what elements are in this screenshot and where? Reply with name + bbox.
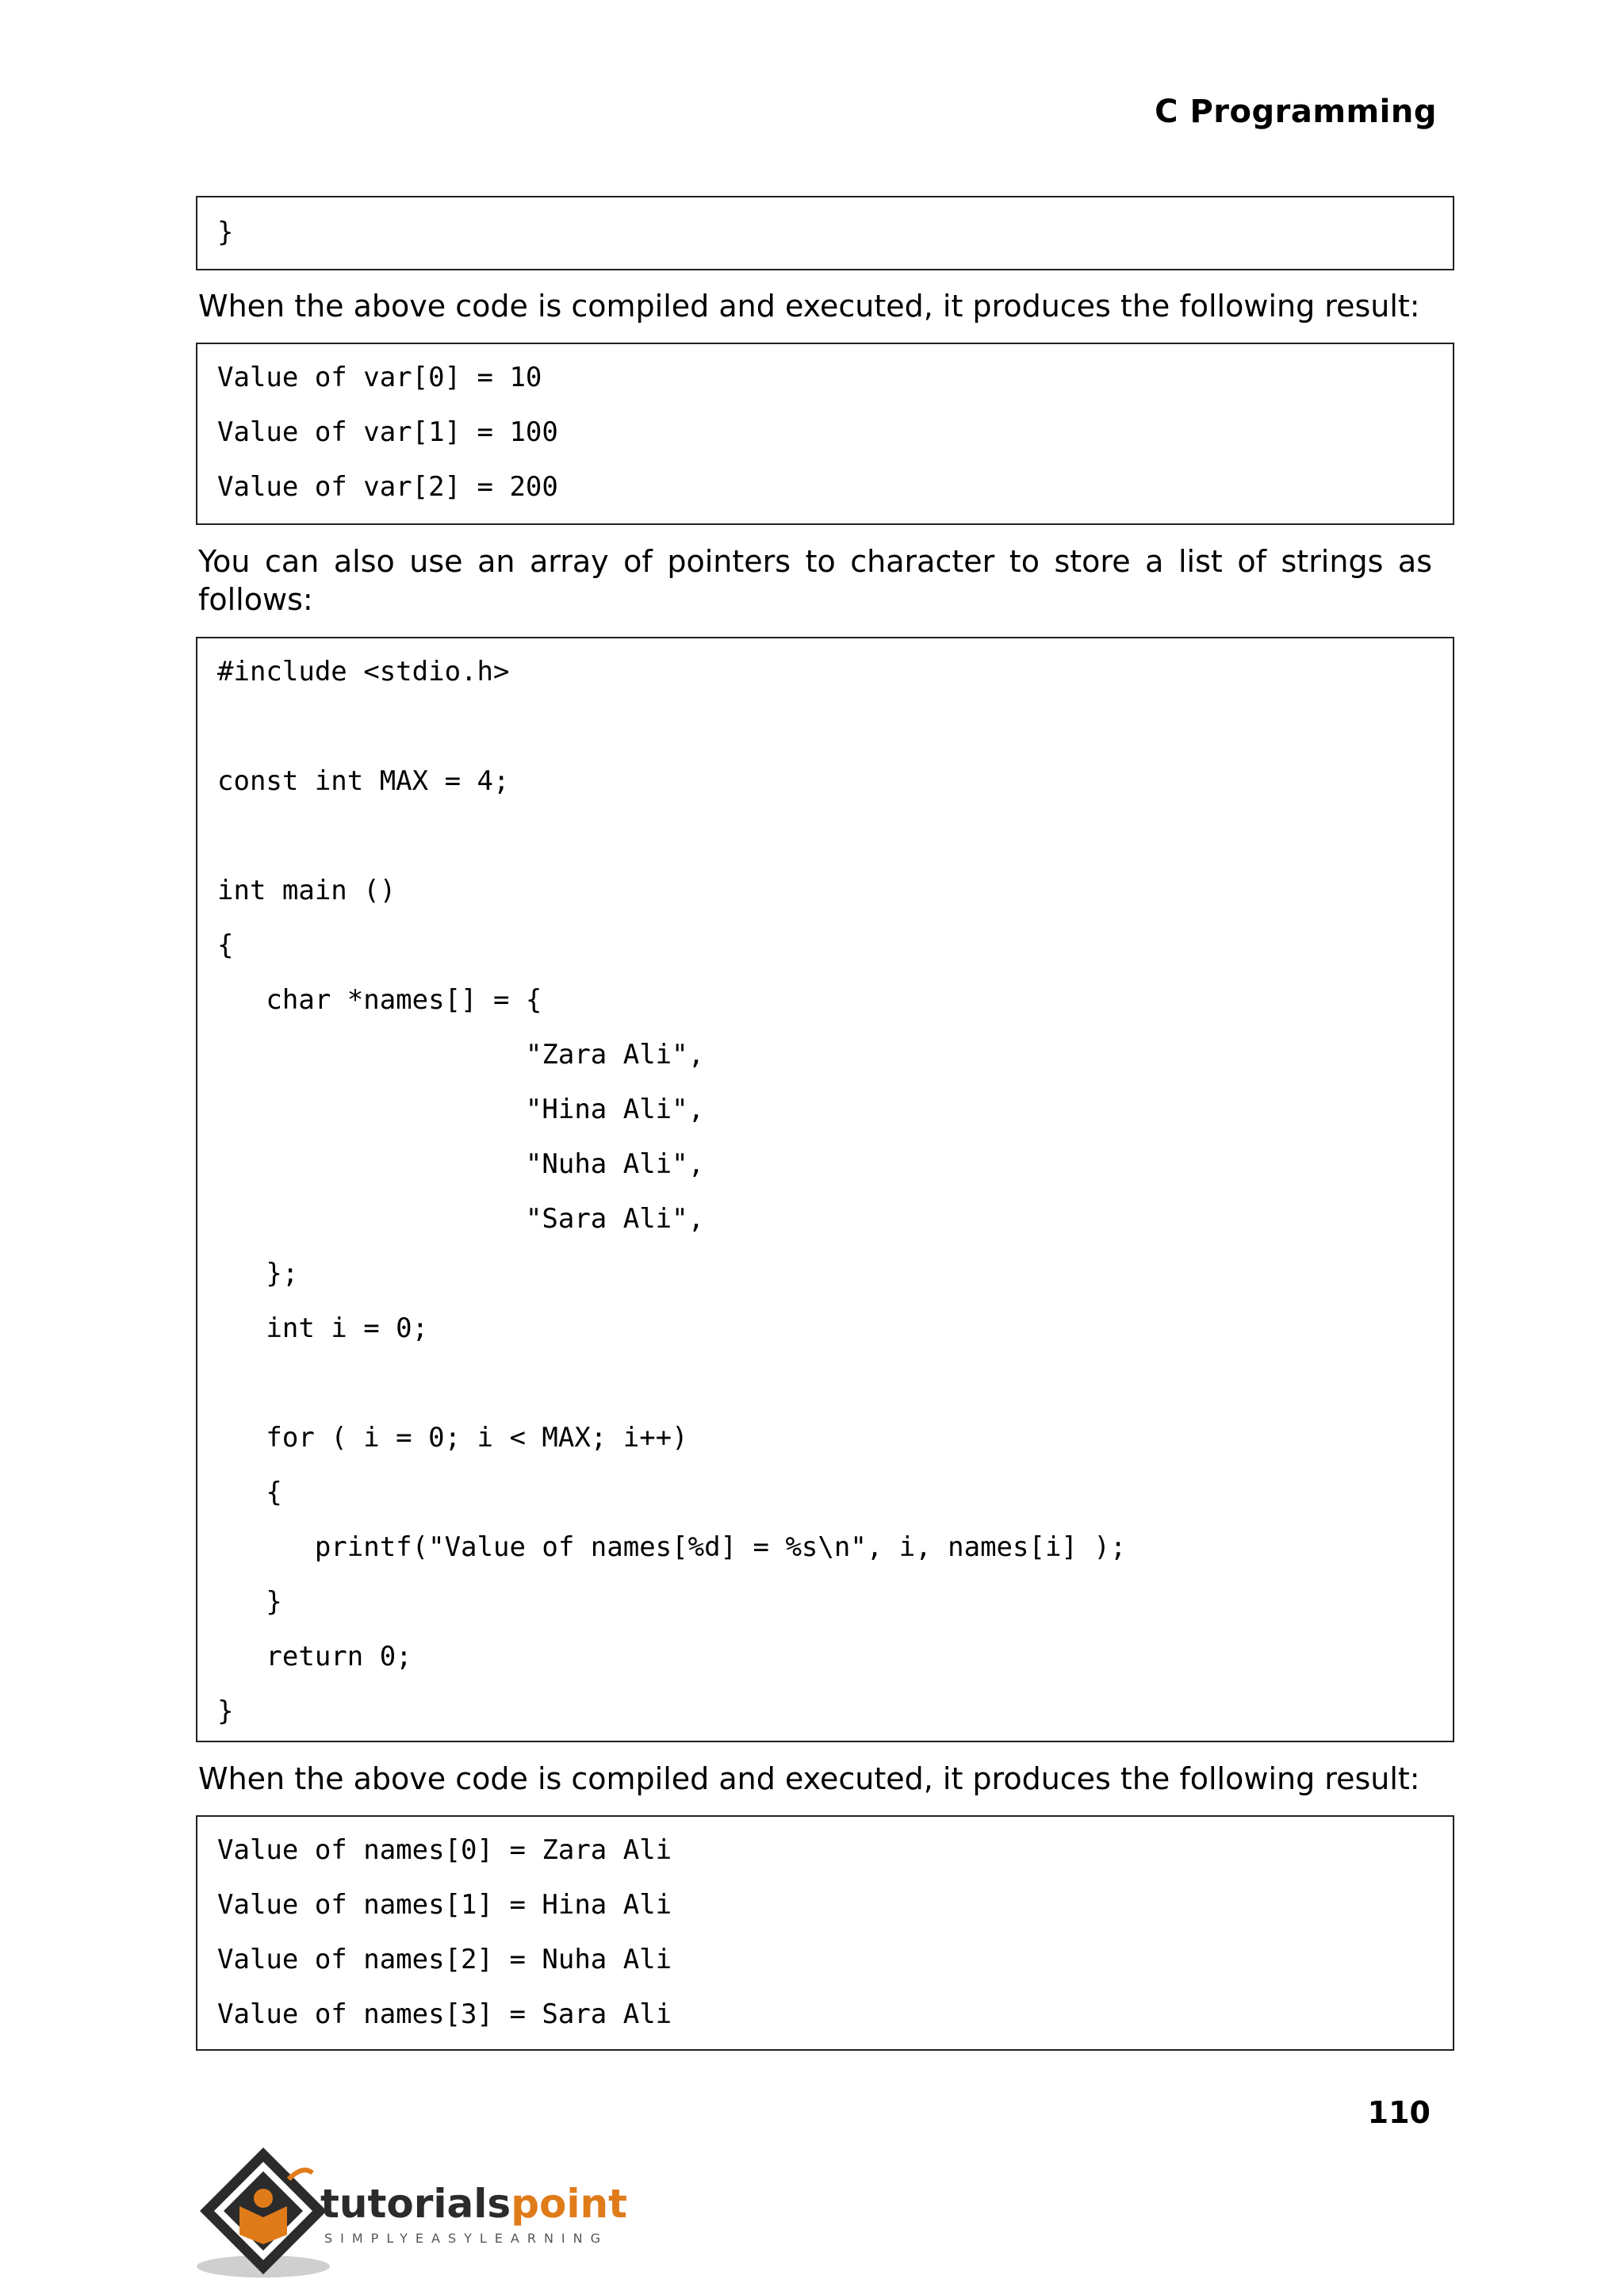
code-line: const int MAX = 4; <box>217 765 510 797</box>
page-number: 110 <box>1367 2095 1431 2130</box>
page-header-title: C Programming <box>1155 94 1437 130</box>
code-line: { <box>217 1477 282 1508</box>
code-box-names-program <box>196 637 1454 1742</box>
output-line: Value of names[1] = Hina Ali <box>217 1889 672 1921</box>
tutorialspoint-logo <box>193 2141 638 2284</box>
output-line: Value of names[2] = Nuha Ali <box>217 1944 672 1975</box>
code-line: } <box>217 1695 234 1727</box>
output-line: Value of var[0] = 10 <box>217 362 542 393</box>
logo-text-accent: point <box>511 2181 627 2227</box>
code-line: "Sara Ali", <box>217 1203 705 1235</box>
code-line: }; <box>217 1258 299 1289</box>
code-line: #include <stdio.h> <box>217 656 510 688</box>
paragraph-result-intro: When the above code is compiled and executed, it produces the following result: <box>198 289 1420 324</box>
code-box-closing-brace <box>196 196 1454 270</box>
output-line: Value of var[2] = 200 <box>217 471 558 503</box>
code-line: "Nuha Ali", <box>217 1148 705 1180</box>
output-box-names <box>196 1815 1454 2051</box>
code-line: "Zara Ali", <box>217 1039 705 1071</box>
code-line: "Hina Ali", <box>217 1094 705 1125</box>
output-line: Value of var[1] = 100 <box>217 416 558 448</box>
code-line: { <box>217 929 234 961</box>
code-line: for ( i = 0; i < MAX; i++) <box>217 1422 688 1454</box>
code-line: } <box>217 1586 282 1618</box>
logo-graphic <box>193 2141 638 2284</box>
paragraph-result-intro-2: When the above code is compiled and executed, it produces the following result: <box>198 1761 1420 1796</box>
output-line: Value of names[3] = Sara Ali <box>217 1998 672 2030</box>
logo-text-main: tutorials <box>320 2181 511 2227</box>
output-box-var <box>196 343 1454 525</box>
paragraph-array-of-pointers: You can also use an array of pointers to character to store a list of strings as follows: <box>198 544 1432 617</box>
code-line: char *names[] = { <box>217 984 542 1016</box>
code-line: } <box>217 216 234 248</box>
logo-tagline: SIMPLYEASYLEARNING <box>324 2231 609 2246</box>
code-line: printf("Value of names[%d] = %s\n", i, names[i] ); <box>217 1531 1127 1563</box>
code-line: int main () <box>217 875 396 906</box>
code-line: int i = 0; <box>217 1312 429 1344</box>
code-line: return 0; <box>217 1641 412 1672</box>
output-line: Value of names[0] = Zara Ali <box>217 1834 672 1866</box>
svg-text:tutorialspoint <box>320 2181 627 2227</box>
